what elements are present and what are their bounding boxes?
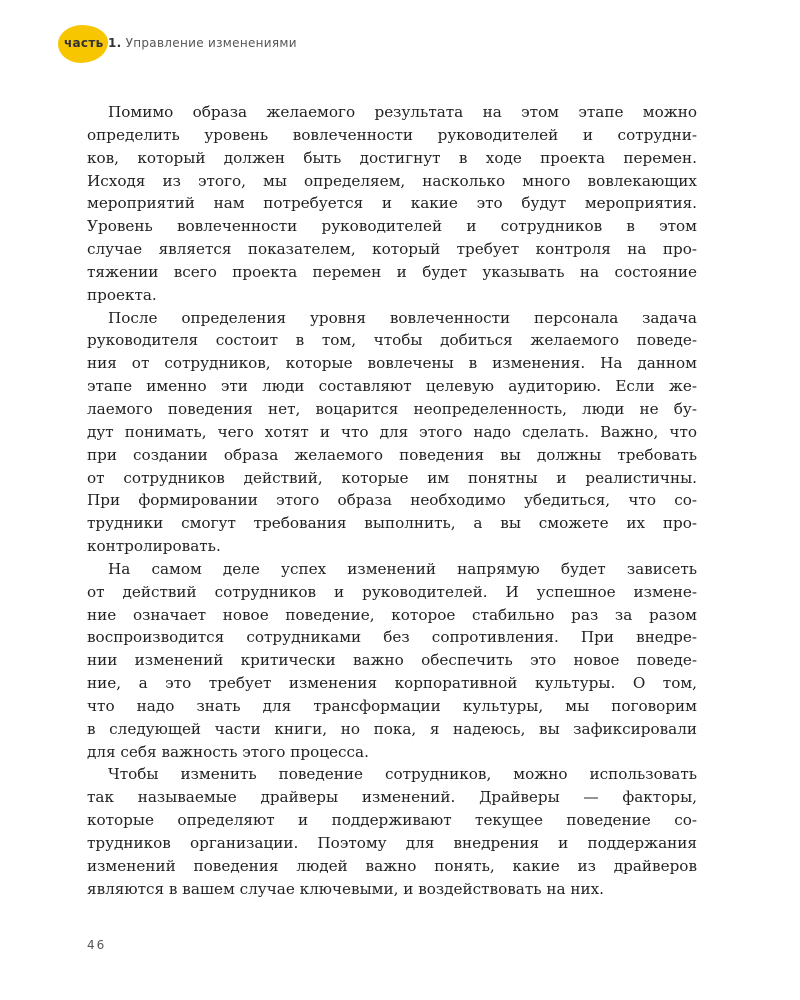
text-line: руководителя состоит в том, чтобы добиться желаемого поведе- — [87, 331, 697, 350]
text-line: дут понимать, чего хотят и что для этого надо сделать. Важно, что — [87, 422, 697, 441]
text-line: ние означает новое поведение, которое стабильно раз за разом — [87, 605, 697, 624]
text-line: тяжении всего проекта перемен и будет указывать на состояние — [87, 262, 697, 281]
text-line: при создании образа желаемого поведения вы должны требовать — [87, 445, 697, 464]
text-line: Помимо образа желаемого результата на этом этапе можно — [108, 103, 697, 121]
text-line: мероприятий нам потребуется и какие это будут мероприятия. — [87, 194, 697, 213]
text-line: для себя важность этого процесса. — [87, 742, 369, 761]
text-line: от действий сотрудников и руководителей. И успешное измене- — [87, 582, 697, 601]
text-line: так называемые драйверы изменений. Драйверы — факторы, — [87, 788, 697, 807]
text-line: от сотрудников действий, которые им понятны и реалистичны. — [87, 468, 697, 487]
paragraph — [87, 558, 697, 764]
text-line: определить уровень вовлеченности руководителей и сотрудни- — [87, 125, 697, 144]
text-line: в следующей части книги, но пока, я надеюсь, вы зафиксировали — [87, 719, 697, 738]
text-line: ния от сотрудников, которые вовлечены в изменения. На данном — [87, 354, 697, 373]
part-label: часть 1. — [64, 36, 122, 50]
text-line: Чтобы изменить поведение сотрудников, можно использовать — [108, 765, 697, 784]
text-line: трудники смогут требования выполнить, а вы сможете их про- — [87, 514, 697, 533]
text-line: контролировать. — [87, 537, 221, 556]
text-line: этапе именно эти люди составляют целевую аудиторию. Если же- — [87, 377, 697, 396]
text-line: лаемого поведения нет, воцарится неопределенность, люди не бу- — [87, 399, 697, 418]
text-line: ков, который должен быть достигнут в ходе проекта перемен. — [87, 148, 697, 167]
text-line: Уровень вовлеченности руководителей и сотрудников в этом — [87, 217, 697, 236]
paragraph — [87, 763, 697, 900]
paragraph — [87, 307, 697, 558]
text-line: изменений поведения людей важно понять, какие из драйверов — [87, 856, 697, 875]
text-line: После определения уровня вовлеченности персонала задача — [108, 308, 697, 327]
text-line: воспроизводится сотрудниками без сопротивления. При внедре- — [87, 628, 697, 647]
text-line: трудников организации. Поэтому для внедрения и поддержания — [87, 834, 697, 852]
text-line: нии изменений критически важно обеспечить это новое поведе- — [87, 651, 697, 670]
text-line: Исходя из этого, мы определяем, насколько много вовлекающих — [87, 171, 697, 190]
paragraph — [87, 101, 697, 307]
chapter-title: Управление изменениями — [125, 36, 297, 50]
text-line: что надо знать для трансформации культуры, мы поговорим — [87, 696, 697, 715]
page-number: 46 — [87, 938, 107, 952]
text-line: являются в вашем случае ключевыми, и воздействовать на них. — [87, 879, 604, 898]
text-line: При формировании этого образа необходимо убедиться, что со- — [87, 491, 697, 510]
body-text — [87, 101, 697, 901]
text-line: проекта. — [87, 285, 157, 304]
text-line: На самом деле успех изменений напрямую будет зависеть — [108, 559, 697, 578]
text-line: которые определяют и поддерживают текущее поведение со- — [87, 811, 697, 830]
text-line: случае является показателем, который требует контроля на про- — [87, 240, 697, 259]
running-header — [64, 36, 297, 50]
text-line: ние, а это требует изменения корпоративной культуры. О том, — [87, 674, 697, 693]
